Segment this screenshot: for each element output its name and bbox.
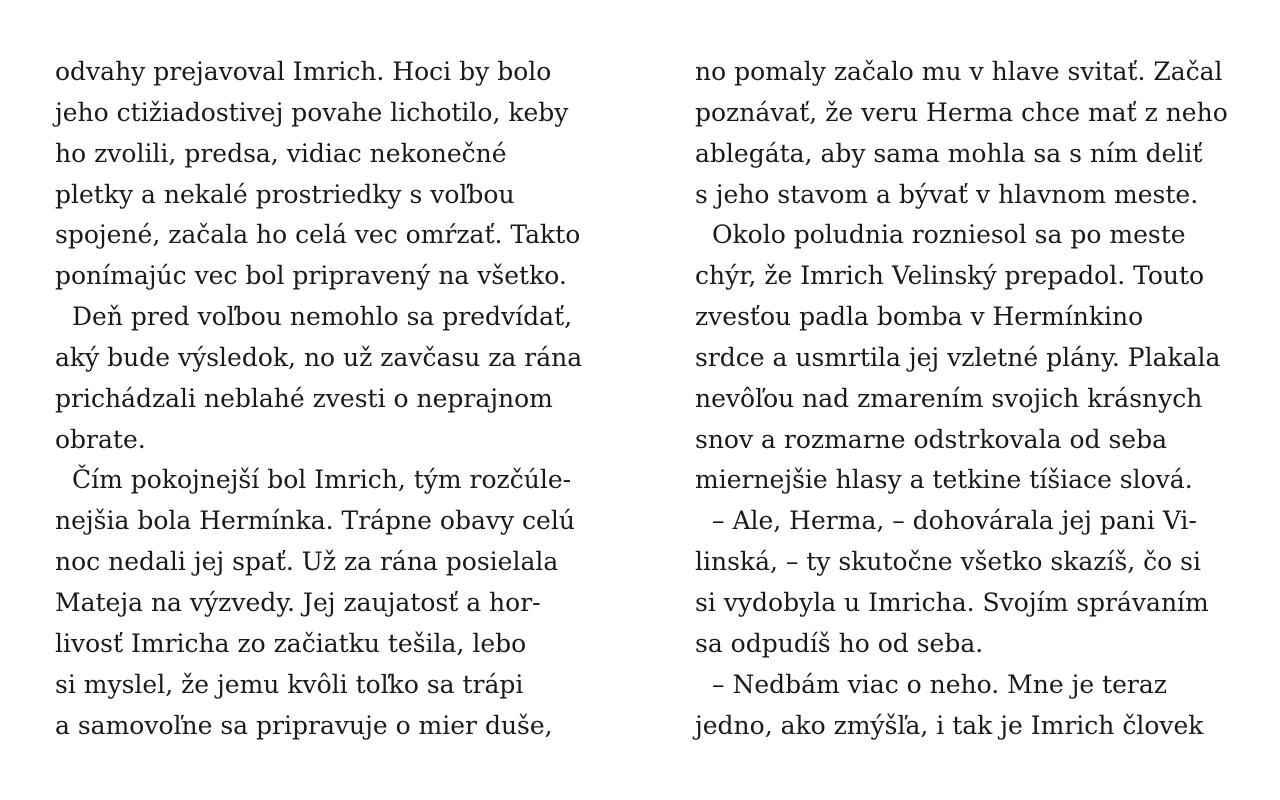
paragraph-start-line: – Ale, Herma, – dohovárala jej pani Vi-	[712, 506, 1197, 536]
text-line: noc nedali jej spať. Už za rána posielala	[55, 547, 559, 577]
text-line: pletky a nekalé prostriedky s voľbou	[55, 179, 515, 209]
text-line: ablegáta, aby sama mohla sa s ním deliť	[695, 138, 1203, 168]
text-line: miernejšie hlasy a tetkine tíšiace slová.	[695, 465, 1193, 495]
paragraph-start-line: Okolo poludnia rozniesol sa po meste	[712, 220, 1186, 250]
text-line: aký bude výsledok, no už zavčasu za rána	[55, 342, 583, 372]
text-line: si vydobyla u Imricha. Svojím správaním	[695, 587, 1209, 617]
text-line: srdce a usmrtila jej vzletné plány. Plakala	[695, 342, 1221, 372]
text-line: si myslel, že jemu kvôli toľko sa trápi	[55, 669, 524, 699]
right-text-column	[695, 52, 1235, 746]
paragraph-start-line: Deň pred voľbou nemohlo sa predvídať,	[72, 302, 573, 332]
text-line: Mateja na výzvedy. Jej zaujatosť a hor-	[55, 587, 541, 617]
text-line: jedno, ako zmýšľa, i tak je Imrich človek	[695, 710, 1204, 740]
text-line: chýr, že Imrich Velinský prepadol. Touto	[695, 261, 1205, 291]
text-line: jeho ctižiadostivej povahe lichotilo, keby	[55, 97, 569, 127]
text-line: zvesťou padla bomba v Hermínkino	[695, 302, 1144, 332]
text-line: s jeho stavom a bývať v hlavnom meste.	[695, 179, 1199, 209]
text-line: livosť Imricha zo začiatku tešila, lebo	[55, 628, 527, 658]
text-line: sa odpudíš ho od seba.	[695, 628, 984, 658]
text-line: prichádzali neblahé zvesti o neprajnom	[55, 383, 553, 413]
text-line: nejšia bola Hermínka. Trápne obavy celú	[55, 506, 575, 536]
paragraph-start-line: – Nedbám viac o neho. Mne je teraz	[712, 669, 1167, 699]
paragraph-start-line: Čím pokojnejší bol Imrich, tým rozčúle-	[72, 465, 572, 495]
text-line: snov a rozmarne odstrkovala od seba	[695, 424, 1167, 454]
text-line: spojené, začala ho celá vec omŕzať. Takto	[55, 220, 581, 250]
text-line: ponímajúc vec bol pripravený na všetko.	[55, 261, 567, 291]
text-line: poznávať, že veru Herma chce mať z neho	[695, 97, 1228, 127]
text-line: obrate.	[55, 424, 146, 454]
left-text-column	[55, 52, 595, 746]
text-line: nevôľou nad zmarením svojich krásnych	[695, 383, 1203, 413]
text-line: ho zvolili, predsa, vidiac nekonečné	[55, 138, 507, 168]
text-line: linská, – ty skutočne všetko skazíš, čo si	[695, 547, 1201, 577]
text-line: odvahy prejavoval Imrich. Hoci by bolo	[55, 57, 552, 86]
text-line: a samovoľne sa pripravuje o mier duše,	[55, 710, 553, 740]
text-line: no pomaly začalo mu v hlave svitať. Začal	[695, 57, 1223, 86]
